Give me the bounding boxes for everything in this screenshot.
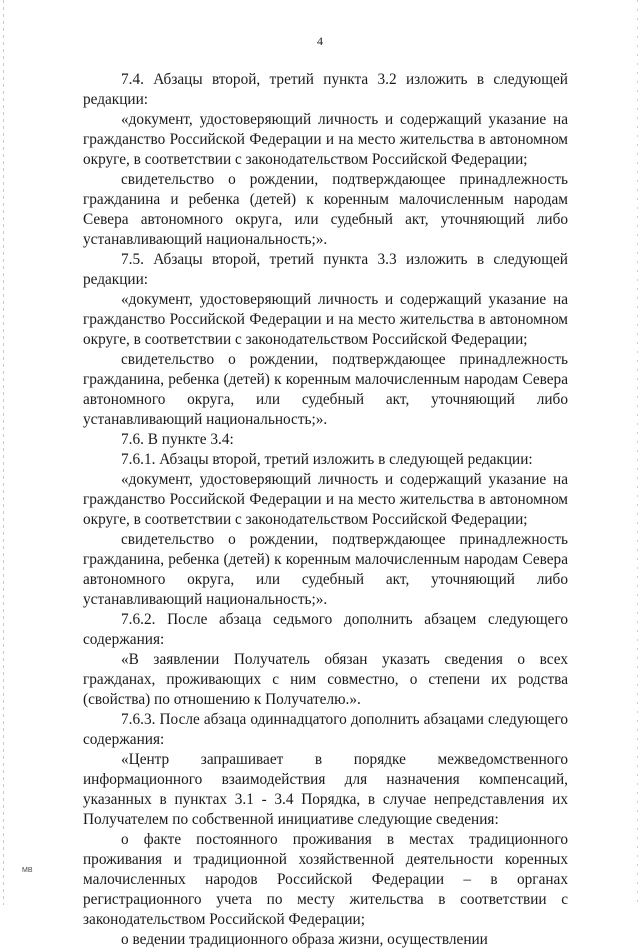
page-number: 4 xyxy=(317,34,323,48)
scan-edge-left xyxy=(3,0,4,905)
paragraph-birth-certificate: свидетельство о рождении, подтверждающее принадлежность гражданина, ребенка (детей) к коренным малочисленным народам Севера автономного округа, или судебный акт, уточняющий либо устанавливающий национальность;». xyxy=(83,351,568,428)
paragraph-quote-document: «документ, удостоверяющий личность и содержащий указание на гражданство Российской Федерации и на место жительства в автономном округе, в соответствии с законодательством Российской Федерации; xyxy=(83,471,568,528)
paragraph-quote-document: «документ, удостоверяющий личность и содержащий указание на гражданство Российской Федерации и на место жительства в автономном округе, в соответствии с законодательством Российской Федерации; xyxy=(83,111,568,168)
paragraph-center-requests: «Центр запрашивает в порядке межведомственного информационного взаимодействия для назначения компенсаций, указанных в пунктах 3.1 - 3.4 Порядка, в случае непредставления их Получателем по собственной инициативе следующие сведения: xyxy=(83,751,568,828)
paragraph-7-6-3-heading: 7.6.3. После абзаца одиннадцатого дополнить абзацами следующего содержания: xyxy=(83,711,568,748)
paragraph-traditional-lifestyle: о ведении традиционного образа жизни, осуществлении xyxy=(121,931,488,948)
paragraph-residence-fact: о факте постоянного проживания в местах традиционного проживания и традиционной хозяйственной деятельности коренных малочисленных народов Российской Федерации – в органах регистрационного учета по месту жительства в соответствии с законодательством Российской Федерации; xyxy=(83,831,568,928)
paragraph-birth-certificate: свидетельство о рождении, подтверждающее принадлежность гражданина, ребенка (детей) к коренным малочисленным народам Севера автономного округа, или судебный акт, уточняющий либо устанавливающий национальность;». xyxy=(83,531,568,608)
footer-code: МВ xyxy=(22,867,33,874)
paragraph-quote-document: «документ, удостоверяющий личность и содержащий указание на гражданство Российской Федерации и на место жительства в автономном округе, в соответствии с законодательством Российской Федерации; xyxy=(83,291,568,348)
document-body xyxy=(83,70,568,950)
paragraph-7-6-1-heading: 7.6.1. Абзацы второй, третий изложить в следующей редакции: xyxy=(121,451,533,468)
scan-edge-right xyxy=(637,0,638,905)
paragraph-7-6-2-heading: 7.6.2. После абзаца седьмого дополнить абзацем следующего содержания: xyxy=(83,611,568,648)
paragraph-7-4-heading: 7.4. Абзацы второй, третий пункта 3.2 изложить в следующей редакции: xyxy=(83,71,568,108)
paragraph-statement-obligation: «В заявлении Получатель обязан указать сведения о всех гражданах, проживающих с ним совместно, о степени их родства (свойства) по отношению к Получателю.». xyxy=(83,651,568,708)
paragraph-7-5-heading: 7.5. Абзацы второй, третий пункта 3.3 изложить в следующей редакции: xyxy=(83,251,568,288)
paragraph-7-6-heading: 7.6. В пункте 3.4: xyxy=(121,431,234,448)
paragraph-birth-certificate: свидетельство о рождении, подтверждающее принадлежность гражданина и ребенка (детей) к коренным малочисленным народам Севера автономного округа, или судебный акт, уточняющий либо устанавливающий национальность;». xyxy=(83,171,568,248)
